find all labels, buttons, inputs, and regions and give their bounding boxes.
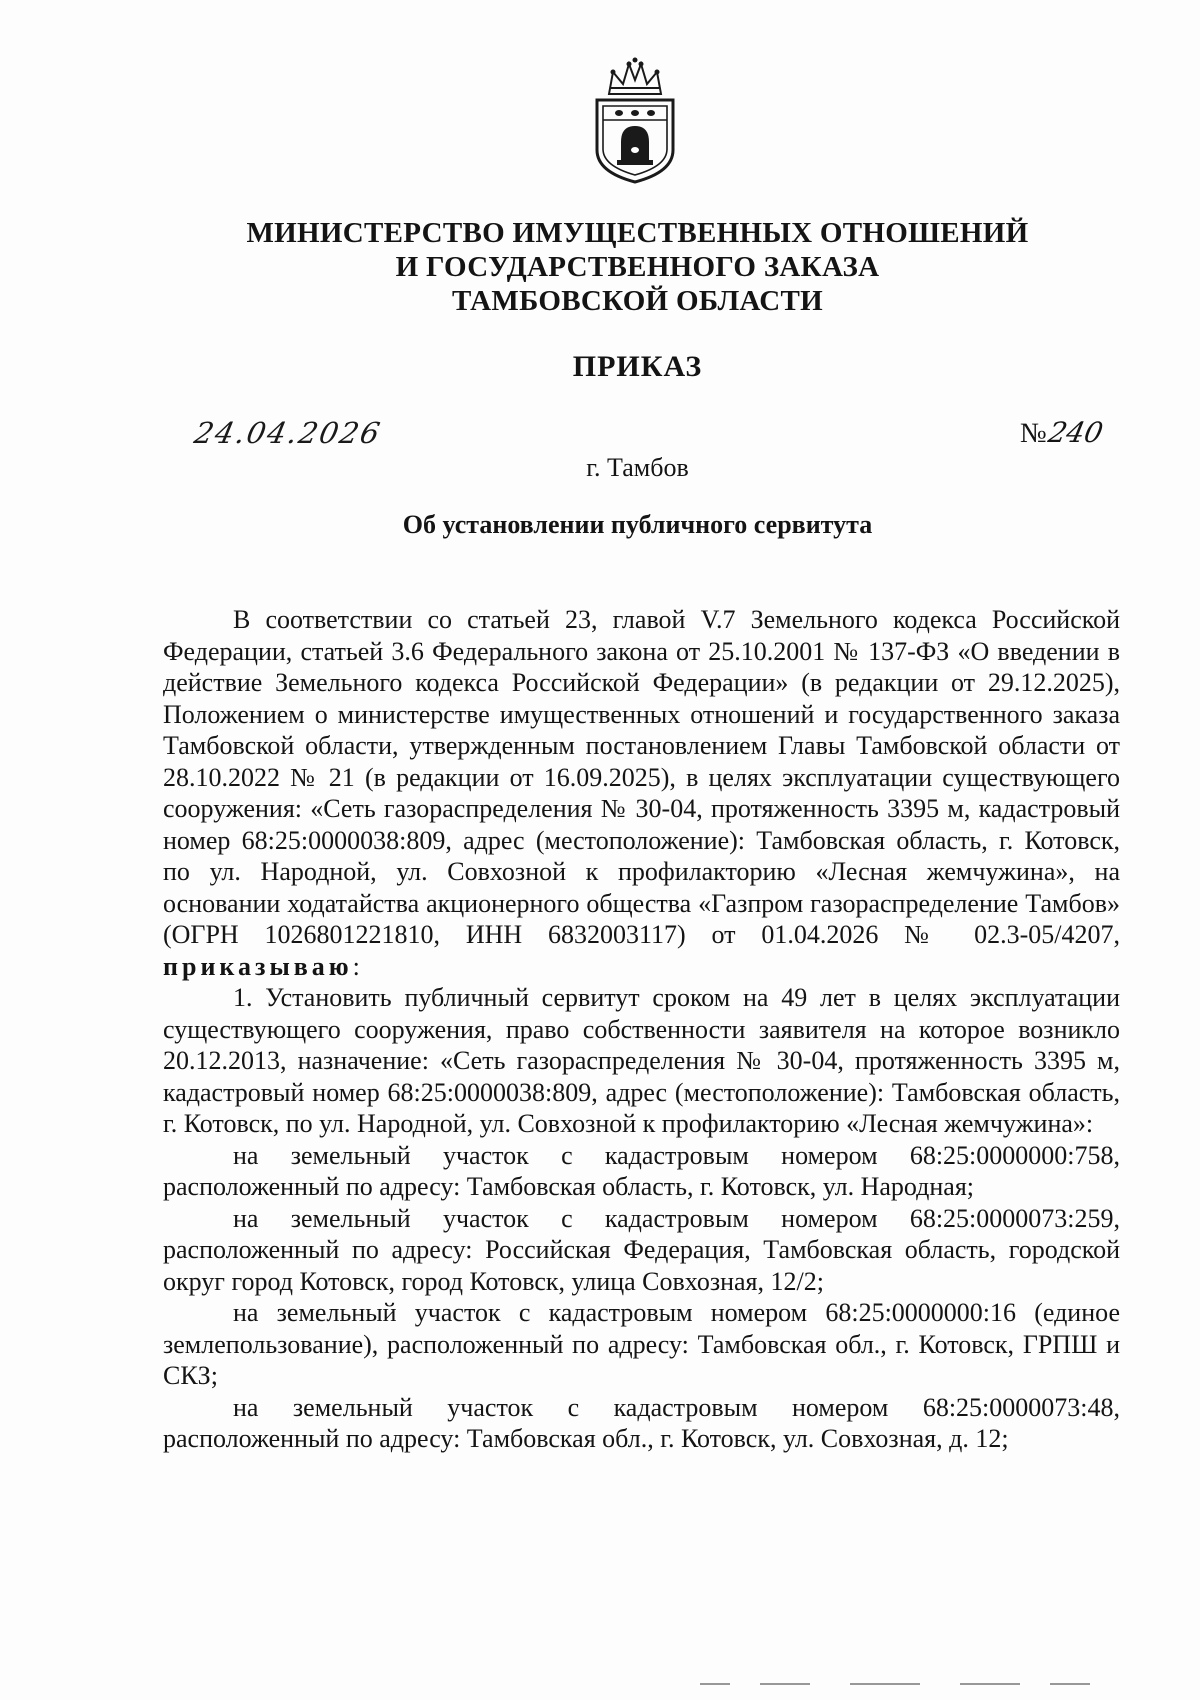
plot-paragraph-4: на земельный участок с кадастровым номером 68:25:0000073:48, расположенный по адресу: Тамбовская обл., г. Котовск, ул. Совхозная, д. 12;	[163, 1392, 1120, 1453]
preamble-text: В соответствии со статьей 23, главой V.7 Земельного кодекса Российской Федерации, статьей 3.6 Федерального закона от 25.10.2001 № 137-ФЗ «О введении в действие Земельного кодекса Российской Федерации» (в редакции от 29.12.2025), Положением о министерстве имущественных отношений и государственного заказа Тамбовской области, утвержденным постановлением Главы Тамбовской области от 28.10.2022 № 21 (в редакции от 16.09.2025), в целях эксплуатации существующего сооружения: «Сеть газораспределения № 30-04, протяженность 3395 м, кадастровый номер 68:25:0000038:809, адрес (местоположение): Тамбовская область, г. Котовск, по ул. Народной, ул. Совхозной к профилакторию «Лесная жемчужина», на основании ходатайства акционерного общества «Газпром газораспределение Тамбов» (ОГРН 1026801221810, ИНН 6832003117) от 01.04.2026 № 02.3-05/4207,	[163, 605, 1120, 949]
order-colon: :	[352, 951, 360, 981]
order-number	[1020, 416, 1106, 450]
number-sign: №	[1020, 418, 1047, 449]
tambov-coat-of-arms-icon	[587, 54, 683, 186]
plot-paragraph-2: на земельный участок с кадастровым номером 68:25:0000073:259, расположенный по адресу: Российская Федерация, Тамбовская область, городской округ город Котовск, город Котовск, улица Совхозная, 12/2;	[163, 1203, 1120, 1296]
order-body	[163, 604, 1120, 1455]
plot-paragraph-1: на земельный участок с кадастровым номером 68:25:0000000:758, расположенный по адресу: Тамбовская область, г. Котовск, ул. Народная;	[163, 1140, 1120, 1201]
document-type-title: ПРИКАЗ	[572, 350, 703, 383]
ministry-name-line-1: МИНИСТЕРСТВО ИМУЩЕСТВЕННЫХ ОТНОШЕНИЙ	[246, 217, 1029, 249]
city-line: г. Тамбов	[586, 453, 689, 482]
ministry-name-line-2: И ГОСУДАРСТВЕННОГО ЗАКАЗА	[395, 251, 880, 283]
handwritten-date: 24.04.2026	[191, 416, 385, 450]
handwritten-order-number: 240	[1045, 416, 1106, 449]
order-subject-heading: Об установлении публичного сервитута	[402, 510, 873, 539]
item-1-paragraph: 1. Установить публичный сервитут сроком на 49 лет в целях эксплуатации существующего сооружения, право собственности заявителя на которое возникло 20.12.2013, назначение: «Сеть газораспределения № 30-04, протяженность 3395 м, кадастровый номер 68:25:0000038:809, адрес (местоположение): Тамбовская область, г. Котовск, по ул. Народной, ул. Совхозной к профилакторию «Лесная жемчужина»:	[163, 983, 1120, 1138]
scan-artifact-marks	[700, 1682, 1100, 1686]
plot-paragraph-3: на земельный участок с кадастровым номером 68:25:0000000:16 (единое землепользование), расположенный по адресу: Тамбовская обл., г. Котовск, ГРПШ и СКЗ;	[163, 1298, 1120, 1390]
ministry-name-line-3: ТАМБОВСКОЙ ОБЛАСТИ	[451, 285, 824, 317]
preamble-paragraph	[163, 604, 1120, 982]
order-word: приказываю	[163, 951, 353, 981]
